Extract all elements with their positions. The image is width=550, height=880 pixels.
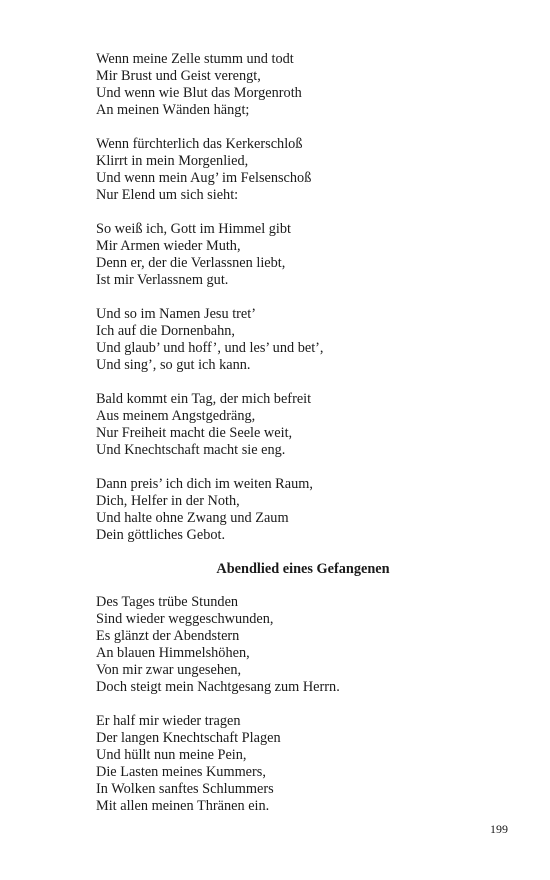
verse-line: An meinen Wänden hängt; — [96, 102, 250, 118]
verse-line: Es glänzt der Abendstern — [96, 628, 240, 644]
stanza — [96, 391, 496, 459]
stanza — [96, 476, 496, 544]
verse-line: Denn er, der die Verlassnen liebt, — [96, 255, 286, 271]
poem-1 — [96, 51, 496, 544]
verse-line: Er half mir wieder tragen — [96, 713, 241, 729]
verse-line: Dein göttliches Gebot. — [96, 527, 226, 543]
verse-line: Mit allen meinen Thränen ein. — [96, 798, 270, 814]
verse-line: Nur Freiheit macht die Seele weit, — [96, 425, 293, 441]
poem-2 — [96, 561, 496, 815]
verse-line: Dich, Helfer in der Noth, — [96, 493, 240, 509]
stanza — [96, 306, 496, 374]
poem-title: Abendlied eines Gefangenen — [216, 561, 390, 577]
verse-line: Von mir zwar ungesehen, — [96, 662, 242, 678]
verse-line: Die Lasten meines Kummers, — [96, 764, 266, 780]
stanza — [96, 713, 496, 815]
verse-line: In Wolken sanftes Schlummers — [96, 781, 274, 797]
verse-line: Wenn fürchterlich das Kerkerschloß — [96, 136, 303, 152]
verse-line: Bald kommt ein Tag, der mich befreit — [96, 391, 312, 407]
verse-line: Ich auf die Dornenbahn, — [96, 323, 235, 339]
verse-line: Des Tages trübe Stunden — [96, 594, 239, 610]
verse-line: Und hüllt nun meine Pein, — [96, 747, 247, 763]
verse-line: Mir Brust und Geist verengt, — [96, 68, 261, 84]
verse-line: Wenn meine Zelle stumm und todt — [96, 51, 294, 67]
verse-line: Doch steigt mein Nachtgesang zum Herrn. — [96, 679, 340, 695]
verse-line: Und wenn mein Aug’ im Felsenschoß — [96, 170, 312, 186]
stanza — [96, 51, 496, 119]
verse-line: Ist mir Verlassnem gut. — [96, 272, 229, 288]
stanza — [96, 594, 496, 696]
stanza — [96, 136, 496, 204]
verse-line: Und wenn wie Blut das Morgenroth — [96, 85, 302, 101]
verse-line: Und Knechtschaft macht sie eng. — [96, 442, 286, 458]
verse-line: Sind wieder weggeschwunden, — [96, 611, 274, 627]
verse-line: Der langen Knechtschaft Plagen — [96, 730, 281, 746]
verse-line: Und sing’, so gut ich kann. — [96, 357, 251, 373]
verse-line: Klirrt in mein Morgenlied, — [96, 153, 249, 169]
verse-line: An blauen Himmelshöhen, — [96, 645, 250, 661]
verse-line: Und halte ohne Zwang und Zaum — [96, 510, 289, 526]
verse-line: Aus meinem Angstgedräng, — [96, 408, 256, 424]
page-content — [96, 51, 496, 832]
verse-line: Und glaub’ und hoff’, und les’ und bet’, — [96, 340, 324, 356]
verse-line: Nur Elend um sich sieht: — [96, 187, 239, 203]
verse-line: So weiß ich, Gott im Himmel gibt — [96, 221, 291, 237]
verse-line: Mir Armen wieder Muth, — [96, 238, 241, 254]
stanza — [96, 221, 496, 289]
verse-line: Dann preis’ ich dich im weiten Raum, — [96, 476, 313, 492]
verse-line: Und so im Namen Jesu tret’ — [96, 306, 257, 322]
page-number: 199 — [490, 822, 508, 836]
